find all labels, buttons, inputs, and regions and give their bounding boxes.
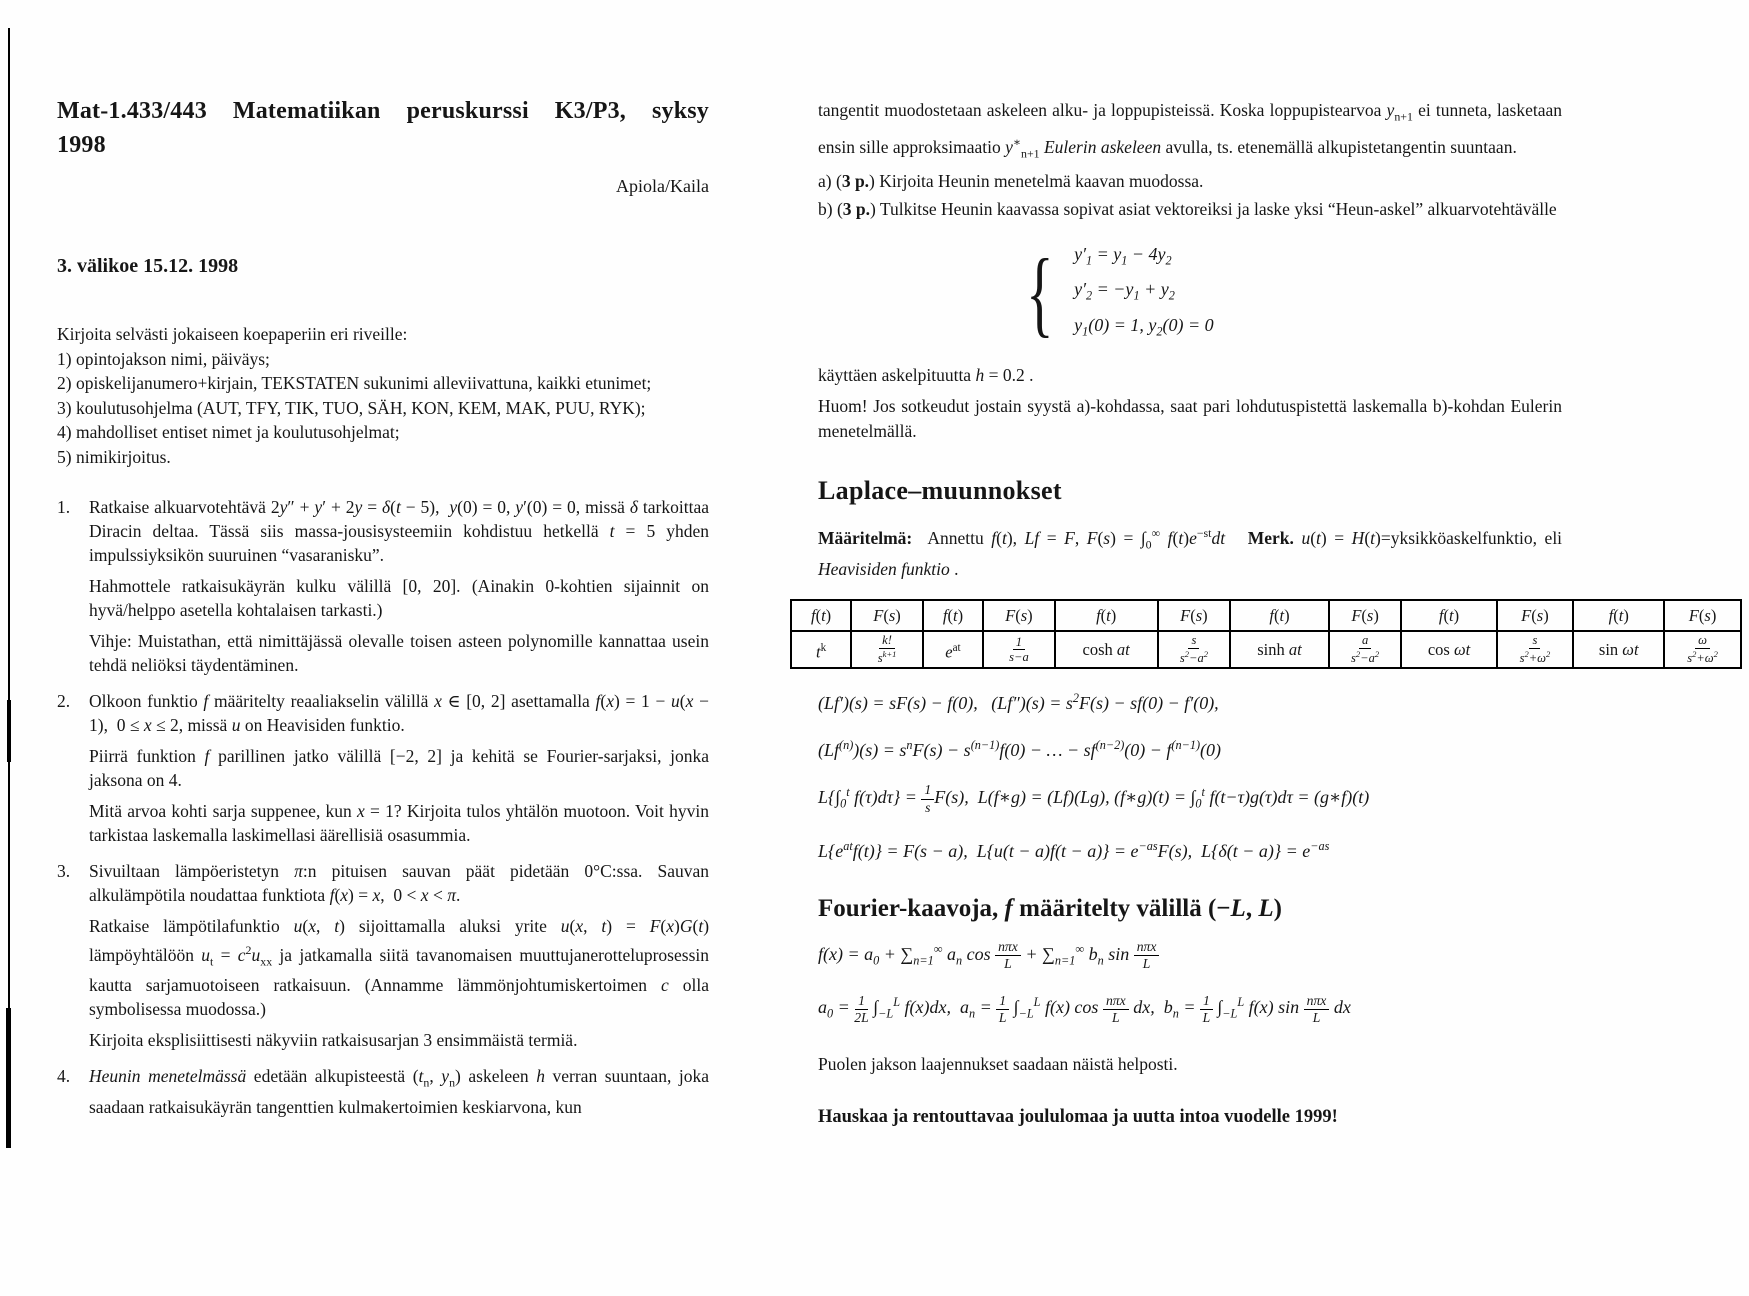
table-cell-F: [1497, 631, 1574, 668]
fraction: $\frac{a}{s^2-a^2}$: [1351, 633, 1380, 666]
subitem-b: b) (3 p.) Tulkitse Heunin kaavassa sopivat asiat vektoreiksi ja laske yksi “Heun-askel” alkuarvotehtävälle: [818, 198, 1557, 219]
instruction-item: 1) opintojakson nimi, päiväys;: [57, 348, 270, 369]
instruction-item: 4) mahdolliset entiset nimet ja koulutusohjelmat;: [57, 422, 400, 442]
table-cell-f: cos ωt: [1401, 631, 1496, 668]
problem-body: [89, 859, 709, 1052]
table-header-cell: F(s): [851, 600, 923, 631]
problem-paragraph: Vihje: Muistathan, että nimittäjässä olevalle toisen asteen polynomille kannattaa usein tehdä neliöksi täydentäminen.: [89, 631, 709, 675]
table-cell-F: [1664, 631, 1741, 668]
fourier-formula: $f(x) = a_0 + \sum_{n=1}^\infty$ $a_n$ cos $\frac{\text{nπx}}{L}$ + $\sum_{n=1}^\infty$ $b_n$ sin $\frac{\text{nπx}}{L}$: [818, 935, 1562, 975]
left-column: [57, 94, 709, 1119]
fourier-section-heading: Fourier-kaavoja, f määritelty välillä (−L, L): [818, 894, 1282, 922]
remark-paragraph: Huom! Jos sotkeudut jostain syystä a)-kohdassa, saat pari lohdutuspistettä laskemalla b)-kohdan Eulerin menetelmällä.: [818, 395, 1562, 441]
course-title-line2: 1998: [57, 132, 106, 158]
laplace-formula: $L\{\int_0^t$ f(τ)dτ} = $\frac{1}{s}$ F(s), L(f∗g) = (Lf)(Lg), (f∗g)(t) = $\int_0^t$ f(t−τ)g(τ)dτ = (g∗f)(t): [818, 782, 1370, 815]
table-header-cell: F(s): [983, 600, 1055, 631]
table-cell-F: [1329, 631, 1402, 668]
laplace-formula: $L\{e^{at}f(t)\} = F(s - a)$, $L\{u(t - a)f(t - a)\} = e^{-as}F(s)$, $L\{\delta(t - a)\} = e^{-as}$: [818, 838, 1330, 861]
table-header-cell: F(s): [1497, 600, 1574, 631]
course-title-line1: Mat-1.433/443 Matematiikan peruskurssi K3/P3, syksy: [57, 98, 709, 124]
table-header-cell: F(s): [1329, 600, 1402, 631]
problem-number: 4.: [57, 1066, 71, 1087]
instructions-intro: Kirjoita selvästi jokaiseen koepaperiin eri riveille:: [57, 324, 408, 344]
table-header-cell: f(t): [1230, 600, 1328, 631]
table-header-cell: f(t): [1573, 600, 1664, 631]
fraction: $\frac{1}{s-a}$: [1009, 634, 1029, 665]
table-header-cell: F(s): [1664, 600, 1741, 631]
system-line: $y'_1 = y_1 - 4y_2$: [1074, 243, 1172, 268]
laplace-transform-table: [790, 599, 1742, 669]
problem-number: 1.: [57, 497, 71, 517]
laplace-section-heading: Laplace–muunnokset: [818, 475, 1062, 505]
problem-item: [57, 1064, 709, 1119]
problem-body: [89, 1064, 709, 1119]
scan-artifact-blob: [6, 1008, 11, 1148]
problem-paragraph: Hahmottele ratkaisukäyrän kulku välillä [0, 20]. (Ainakin 0-kohtien sijainnit on hyvä/helppo asetella kohtalaisen tarkasti.): [89, 576, 709, 620]
problem-paragraph: Heunin menetelmässä edetään alkupisteestä ($t_n$, $y_n$) askeleen h verran suuntaan, joka saadaan ratkaisukäyrän tangenttien kulmakertoimien keskiarvona, kun: [89, 1066, 709, 1117]
problem-paragraph: Mitä arvoa kohti sarja suppenee, kun x = 1? Kirjoita tulos yhtälön muotoon. Voit hyvin tarkistaa laskemalla laskimellasi äärellisiä osasummia.: [89, 801, 709, 845]
table-cell-f: sin ωt: [1573, 631, 1664, 668]
problem-paragraph: Piirrä funktion f parillinen jatko välillä [−2, 2] ja kehitä se Fourier-sarjaksi, jonka jaksona on 4.: [89, 746, 709, 790]
fourier-formula: $a_0$ = $\frac{1}{2L}$ $\int_{-L}^L$ f(x)dx, $a_n$ = $\frac{1}{L}$ $\int_{-L}^L$ f(x) cos $\frac{\text{nπx}}{L}$ dx, $b_n$ = $\frac{1}{L}$ $\int_{-L}^L$ f(x) sin $\frac{\text{nπx}}{L}$ dx: [818, 992, 1351, 1025]
table-cell-F: [983, 631, 1055, 668]
half-period-note: Puolen jakson laajennukset saadaan näistä helposti.: [818, 1053, 1178, 1074]
subitem-a: a) (3 p.) Kirjoita Heunin menetelmä kaavan muodossa.: [818, 170, 1204, 191]
step-size-note: käyttäen askelpituutta h = 0.2 .: [818, 364, 1034, 385]
table-header-cell: f(t): [1401, 600, 1496, 631]
fraction: $\frac{s}{s^2+\omega^2}$: [1519, 633, 1551, 666]
author: Apiola/Kaila: [616, 176, 709, 196]
problem-body: [89, 689, 709, 847]
problem-paragraph: Ratkaise alkuarvotehtävä 2y″ + y′ + 2y = δ(t − 5), y(0) = 0, y′(0) = 0, missä δ tarkoittaa Diracin deltaa. Tässä siis massa-jousisysteemiin kohdistuu hetkellä t = 5 yhden impulssiyksikön suuruinen “vasaranisku”.: [89, 497, 710, 565]
instruction-item: 3) koulutusohjelma (AUT, TFY, TIK, TUO, SÄH, KON, KEM, MAK, PUU, RYK);: [57, 397, 646, 418]
problem-body: [89, 495, 709, 677]
table-header-cell: f(t): [791, 600, 851, 631]
problem-list: [57, 495, 709, 1119]
problem-number: 3.: [57, 861, 71, 881]
system-line: $y'_2 = -y_1 + y_2$: [1074, 279, 1175, 304]
scan-artifact-line: [8, 28, 10, 1148]
problem-number: 2.: [57, 691, 71, 711]
table-cell-f: cosh at: [1055, 631, 1158, 668]
table-data-row: [791, 631, 1741, 668]
instruction-item: 2) opiskelijanumero+kirjain, TEKSTATEN sukunimi alleviivattuna, kaikki etunimet;: [57, 373, 652, 393]
problem-item: [57, 859, 709, 1052]
fraction: $\frac{\omega}{s^2+\omega^2}$: [1687, 633, 1718, 666]
table-cell-F: [1158, 631, 1231, 668]
laplace-formula: $(Lf^{(n)})(s) = s^nF(s) - s^{(n-1)}f(0)$ − … − $sf^{(n-2)}(0) - f^{(n-1)}(0)$: [818, 738, 1222, 761]
problem-paragraph: Sivuiltaan lämpöeristetyn π:n pituisen sauvan päät pidetään 0°C:ssa. Sauvan alkulämpötila noudattaa funktiota f(x) = x, 0 < x < π.: [89, 861, 710, 905]
fraction: $\frac{k!}{s^{k+1}}$: [877, 633, 897, 666]
table-header-row: [791, 600, 1741, 631]
table-header-cell: f(t): [923, 600, 983, 631]
table-cell-f: $t^k$: [791, 631, 851, 668]
system-brace: {: [1026, 239, 1054, 347]
system-lines: [1074, 240, 1214, 347]
continuation-paragraph: tangentit muodostetaan askeleen alku- ja loppupisteissä. Koska loppupistearvoa $y_{n+1}$ ei tunneta, lasketaan ensin sille approksimaatio $y^∗_{n+1}$ Eulerin askeleen avulla, ts. etenemällä alkupistetangentin suuntaan.: [818, 100, 1562, 160]
instruction-item: 5) nimikirjoitus.: [57, 446, 171, 467]
right-column: [810, 98, 1718, 1130]
fraction: $\frac{s}{s^2-a^2}$: [1179, 633, 1208, 666]
problem-item: [57, 495, 709, 677]
problem-item: [57, 689, 709, 847]
table-header-cell: f(t): [1055, 600, 1158, 631]
laplace-formula: (Lf′)(s) = sF(s) − f(0), $(Lf'')(s) = s^2F(s) - sf(0) - f'(0)$,: [818, 691, 1219, 714]
problem-paragraph: Olkoon funktio f määritelty reaaliakselin välillä x ∈ [0, 2] asettamalla f(x) = 1 − u(x − 1), 0 ≤ x ≤ 2, missä u on Heavisiden funktio.: [89, 691, 709, 735]
problem-paragraph: Kirjoita eksplisiittisesti näkyviin ratkaisusarjan 3 ensimmäistä termiä.: [89, 1030, 578, 1051]
table-cell-F: [851, 631, 923, 668]
scan-artifact-blob: [7, 700, 11, 762]
table-cell-f: $e^{at}$: [923, 631, 983, 668]
table-cell-f: sinh at: [1230, 631, 1328, 668]
holiday-greeting: Hauskaa ja rentouttavaa joululomaa ja uutta intoa vuodelle 1999!: [818, 1106, 1338, 1127]
course-title: [57, 94, 709, 162]
table-header-cell: F(s): [1158, 600, 1231, 631]
problem-paragraph: Ratkaise lämpötilafunktio u(x, t) sijoittamalla aluksi yrite u(x, t) = F(x)G(t) lämpöyhtälöön $u_t = c^2u_{xx}$ ja jatkamalla siitä tavanomaisen muuttujanerotteluprosessin kautta sarjamuotoiseen ratkaisuun. (Annamme lämmönjohtumiskertoimen c olla symbolisessa muodossa.): [89, 916, 710, 1020]
equation-system: [1026, 240, 1562, 347]
exam-heading: 3. välikoe 15.12. 1998: [57, 255, 239, 277]
laplace-definition: Määritelmä: Annettu f(t), Lf = F, $F(s) = \int_0^\infty$ $f(t)e^{-st}dt$ Merk. u(t) = H(t)=yksikköaskelfunktio, eli Heavisiden funktio .: [818, 525, 1563, 579]
instructions: [57, 322, 709, 469]
system-line: $y_1(0) = 1$, $y_2(0) = 0$: [1074, 315, 1214, 339]
